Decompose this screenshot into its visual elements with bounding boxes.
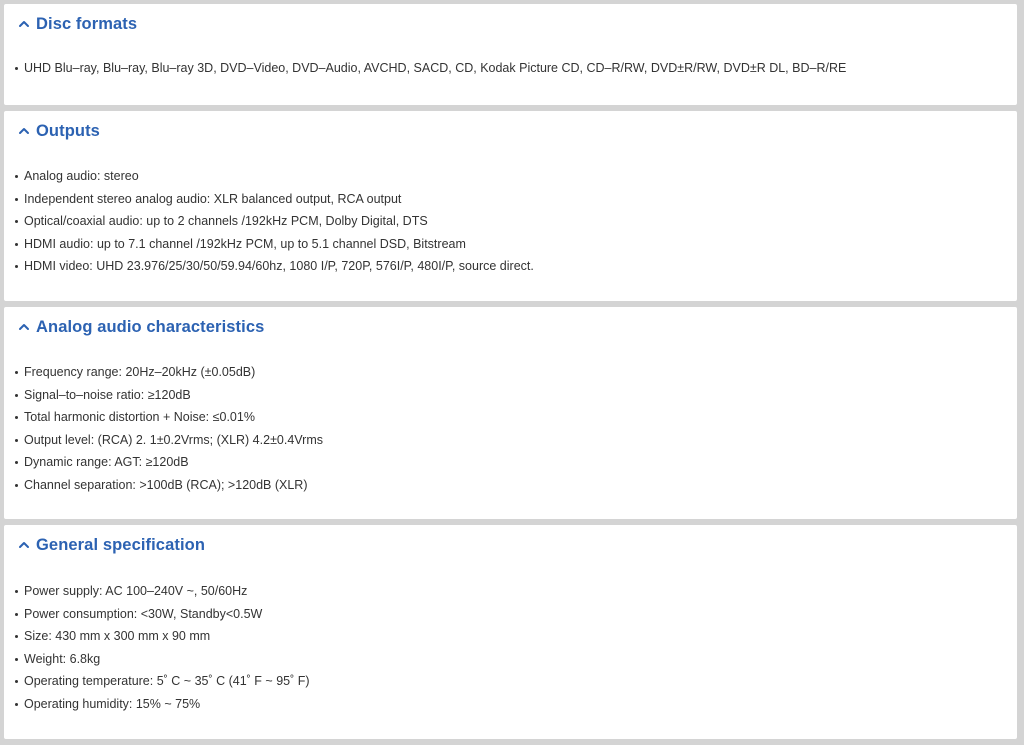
spec-list [12, 361, 323, 496]
bullet-icon [15, 635, 18, 638]
list-item: Dynamic range: AGT: ≥120dB [12, 451, 323, 474]
section-disc-formats [4, 4, 1017, 105]
list-item: HDMI audio: up to 7.1 channel /192kHz PCM, up to 5.1 channel DSD, Bitstream [12, 233, 534, 256]
list-item: Size: 430 mm x 300 mm x 90 mm [12, 625, 310, 648]
list-item: Channel separation: >100dB (RCA); >120dB (XLR) [12, 474, 323, 497]
section-header-analog-audio[interactable] [4, 307, 1017, 347]
list-item: Independent stereo analog audio: XLR balanced output, RCA output [12, 188, 534, 211]
bullet-icon [15, 484, 18, 487]
bullet-icon [15, 703, 18, 706]
section-analog-audio [4, 307, 1017, 519]
list-item: Operating humidity: 15% ~ 75% [12, 693, 310, 716]
bullet-icon [15, 265, 18, 268]
section-title: General specification [36, 536, 205, 554]
list-item: Power supply: AC 100–240V ~, 50/60Hz [12, 580, 310, 603]
bullet-icon [15, 613, 18, 616]
bullet-icon [15, 198, 18, 201]
bullet-icon [15, 243, 18, 246]
list-item: Frequency range: 20Hz–20kHz (±0.05dB) [12, 361, 323, 384]
list-item: Signal–to–noise ratio: ≥120dB [12, 384, 323, 407]
list-item: Optical/coaxial audio: up to 2 channels /192kHz PCM, Dolby Digital, DTS [12, 210, 534, 233]
section-header-outputs[interactable] [4, 111, 1017, 151]
section-header-general-spec[interactable] [4, 525, 1017, 565]
section-general-spec [4, 525, 1017, 739]
section-title: Analog audio characteristics [36, 318, 265, 336]
section-header-disc-formats[interactable] [4, 4, 1017, 44]
section-title: Outputs [36, 122, 100, 140]
section-title: Disc formats [36, 15, 138, 33]
list-item: UHD Blu–ray, Blu–ray, Blu–ray 3D, DVD–Video, DVD–Audio, AVCHD, SACD, CD, Kodak Picture CD, CD–R/RW, DVD±R/RW, DVD±R DL, BD–R/RE [12, 57, 846, 80]
list-item: Total harmonic distortion + Noise: ≤0.01% [12, 406, 323, 429]
section-outputs [4, 111, 1017, 301]
spec-list [12, 165, 534, 278]
bullet-icon [15, 439, 18, 442]
chevron-up-icon[interactable] [17, 320, 31, 334]
list-item: Analog audio: stereo [12, 165, 534, 188]
bullet-icon [15, 416, 18, 419]
bullet-icon [15, 175, 18, 178]
list-item: Power consumption: <30W, Standby<0.5W [12, 603, 310, 626]
bullet-icon [15, 394, 18, 397]
bullet-icon [15, 658, 18, 661]
list-item: HDMI video: UHD 23.976/25/30/50/59.94/60hz, 1080 I/P, 720P, 576I/P, 480I/P, source direct. [12, 255, 534, 278]
list-item: Output level: (RCA) 2. 1±0.2Vrms; (XLR) 4.2±0.4Vrms [12, 429, 323, 452]
chevron-up-icon[interactable] [17, 17, 31, 31]
list-item: Weight: 6.8kg [12, 648, 310, 671]
bullet-icon [15, 371, 18, 374]
bullet-icon [15, 220, 18, 223]
list-item: Operating temperature: 5˚ C ~ 35˚ C (41˚ F ~ 95˚ F) [12, 670, 310, 693]
bullet-icon [15, 67, 18, 70]
bullet-icon [15, 590, 18, 593]
chevron-up-icon[interactable] [17, 124, 31, 138]
bullet-icon [15, 461, 18, 464]
chevron-up-icon[interactable] [17, 538, 31, 552]
spec-list [12, 580, 310, 715]
spec-list [12, 57, 846, 80]
bullet-icon [15, 680, 18, 683]
